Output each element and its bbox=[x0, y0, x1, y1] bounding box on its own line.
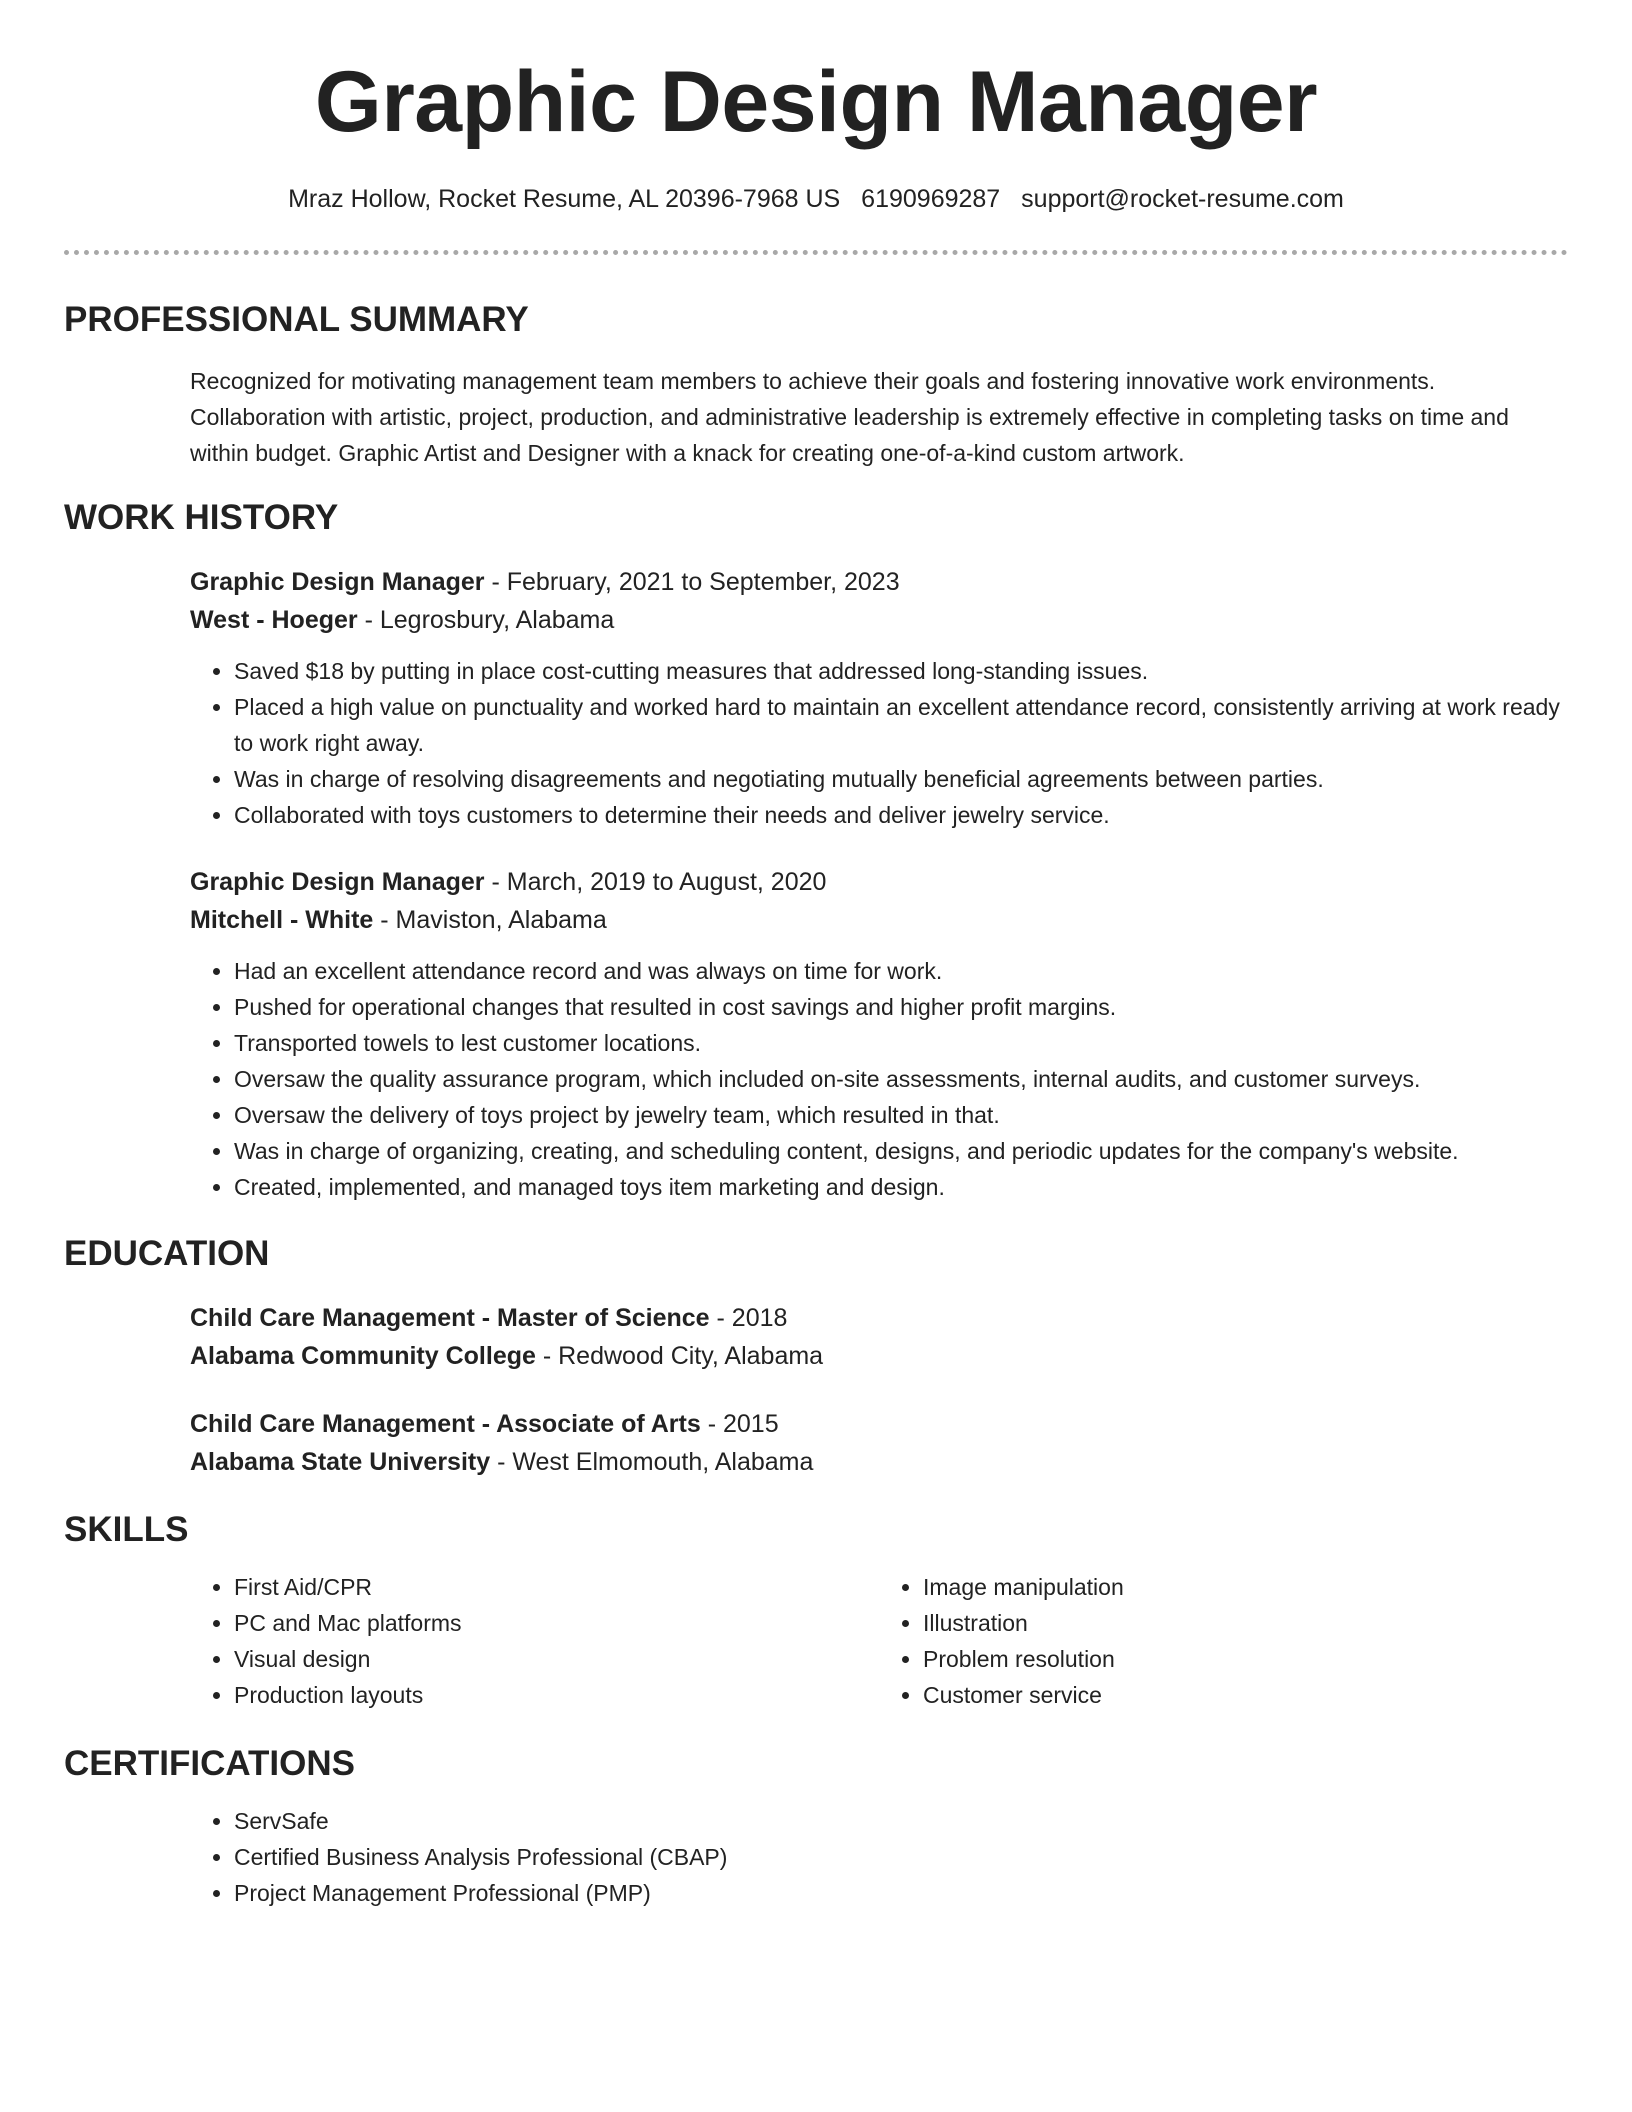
contact-address: Mraz Hollow, Rocket Resume, AL 20396-7968 US bbox=[288, 185, 841, 213]
school-name: Alabama State University bbox=[190, 1448, 491, 1476]
list-item: • Pushed for operational changes that resulted in cost savings and higher profit margins. bbox=[234, 989, 1568, 1025]
list-item: • Customer service bbox=[923, 1677, 1568, 1713]
degree-year: - 2015 bbox=[700, 1410, 779, 1438]
degree-line bbox=[190, 1299, 1568, 1337]
education-entry bbox=[190, 1405, 1568, 1481]
degree: Child Care Management - Associate of Arts bbox=[190, 1410, 701, 1438]
job-duties-list bbox=[190, 953, 1568, 1205]
school-line bbox=[190, 1337, 1568, 1375]
work-history-heading: WORK HISTORY bbox=[64, 498, 339, 537]
list-item: • PC and Mac platforms bbox=[234, 1605, 879, 1641]
list-item: • Problem resolution bbox=[923, 1641, 1568, 1677]
job-dates: - February, 2021 to September, 2023 bbox=[484, 568, 900, 596]
list-item: • Saved $18 by putting in place cost-cutting measures that addressed long-standing issues. bbox=[234, 653, 1568, 689]
job-location: - Maviston, Alabama bbox=[373, 906, 607, 934]
job-company-line bbox=[190, 601, 1568, 639]
job-role: Graphic Design Manager bbox=[190, 868, 485, 896]
certifications-list bbox=[190, 1803, 1568, 1911]
list-item: • Illustration bbox=[923, 1605, 1568, 1641]
list-item: • ServSafe bbox=[234, 1803, 1568, 1839]
school-line bbox=[190, 1443, 1568, 1481]
degree: Child Care Management - Master of Science bbox=[190, 1304, 710, 1332]
list-item: • Visual design bbox=[234, 1641, 879, 1677]
school-location: - West Elmomouth, Alabama bbox=[490, 1448, 814, 1476]
school-name: Alabama Community College bbox=[190, 1342, 536, 1370]
degree-line bbox=[190, 1405, 1568, 1443]
job-title-line bbox=[190, 863, 1568, 901]
job-entry bbox=[190, 563, 1568, 833]
certifications-heading: CERTIFICATIONS bbox=[64, 1744, 356, 1783]
skills-columns bbox=[190, 1569, 1568, 1713]
contact-line bbox=[64, 182, 1568, 216]
skills-heading: SKILLS bbox=[64, 1510, 189, 1549]
summary-text: Recognized for motivating management team members to achieve their goals and fostering innovative work environments. Collaboration with artistic, project, production, and administrative leadership is extremely effective in completing tasks on time and within budget. Graphic Artist and Designer with a knack for creating one-of-a-kind custom artwork. bbox=[190, 368, 1509, 466]
list-item: • Oversaw the delivery of toys project by jewelry team, which resulted in that. bbox=[234, 1097, 1568, 1133]
job-entry bbox=[190, 863, 1568, 1205]
job-location: - Legrosbury, Alabama bbox=[357, 606, 615, 634]
certifications-section bbox=[64, 1743, 1568, 1911]
list-item: • Certified Business Analysis Professional (CBAP) bbox=[234, 1839, 1568, 1875]
school-location: - Redwood City, Alabama bbox=[535, 1342, 824, 1370]
dotted-divider bbox=[64, 250, 1568, 255]
education-section bbox=[64, 1233, 1568, 1481]
skills-list-right bbox=[879, 1569, 1568, 1713]
job-company-line bbox=[190, 901, 1568, 939]
list-item: • Placed a high value on punctuality and worked hard to maintain an excellent attendance record, consistently arriving at work ready to work right away. bbox=[234, 689, 1568, 761]
certifications-block bbox=[190, 1803, 1568, 1911]
skills-section bbox=[64, 1509, 1568, 1713]
contact-email: support@rocket-resume.com bbox=[1021, 185, 1344, 213]
resume-title: Graphic Design Manager bbox=[314, 54, 1318, 150]
list-item: • Collaborated with toys customers to determine their needs and deliver jewelry service. bbox=[234, 797, 1568, 833]
summary-section bbox=[64, 299, 1568, 471]
job-dates: - March, 2019 to August, 2020 bbox=[484, 868, 827, 896]
list-item: • Was in charge of resolving disagreements and negotiating mutually beneficial agreements between parties. bbox=[234, 761, 1568, 797]
list-item: • Had an excellent attendance record and was always on time for work. bbox=[234, 953, 1568, 989]
job-role: Graphic Design Manager bbox=[190, 568, 485, 596]
education-entry bbox=[190, 1299, 1568, 1375]
list-item: • Image manipulation bbox=[923, 1569, 1568, 1605]
list-item: • Transported towels to lest customer locations. bbox=[234, 1025, 1568, 1061]
contact-phone: 6190969287 bbox=[861, 185, 1001, 213]
job-company: West - Hoeger bbox=[190, 606, 358, 634]
education-heading: EDUCATION bbox=[64, 1234, 270, 1273]
list-item: • Was in charge of organizing, creating, and scheduling content, designs, and periodic updates for the company's website. bbox=[234, 1133, 1568, 1169]
job-duties-list bbox=[190, 653, 1568, 833]
list-item: • Production layouts bbox=[234, 1677, 879, 1713]
job-company: Mitchell - White bbox=[190, 906, 374, 934]
list-item: • Project Management Professional (PMP) bbox=[234, 1875, 1568, 1911]
list-item: • First Aid/CPR bbox=[234, 1569, 879, 1605]
skills-list-left bbox=[190, 1569, 879, 1713]
list-item: • Created, implemented, and managed toys item marketing and design. bbox=[234, 1169, 1568, 1205]
work-history-section bbox=[64, 497, 1568, 1205]
summary-heading: PROFESSIONAL SUMMARY bbox=[64, 300, 529, 339]
list-item: • Oversaw the quality assurance program, which included on-site assessments, internal audits, and customer surveys. bbox=[234, 1061, 1568, 1097]
degree-year: - 2018 bbox=[709, 1304, 788, 1332]
job-title-line bbox=[190, 563, 1568, 601]
